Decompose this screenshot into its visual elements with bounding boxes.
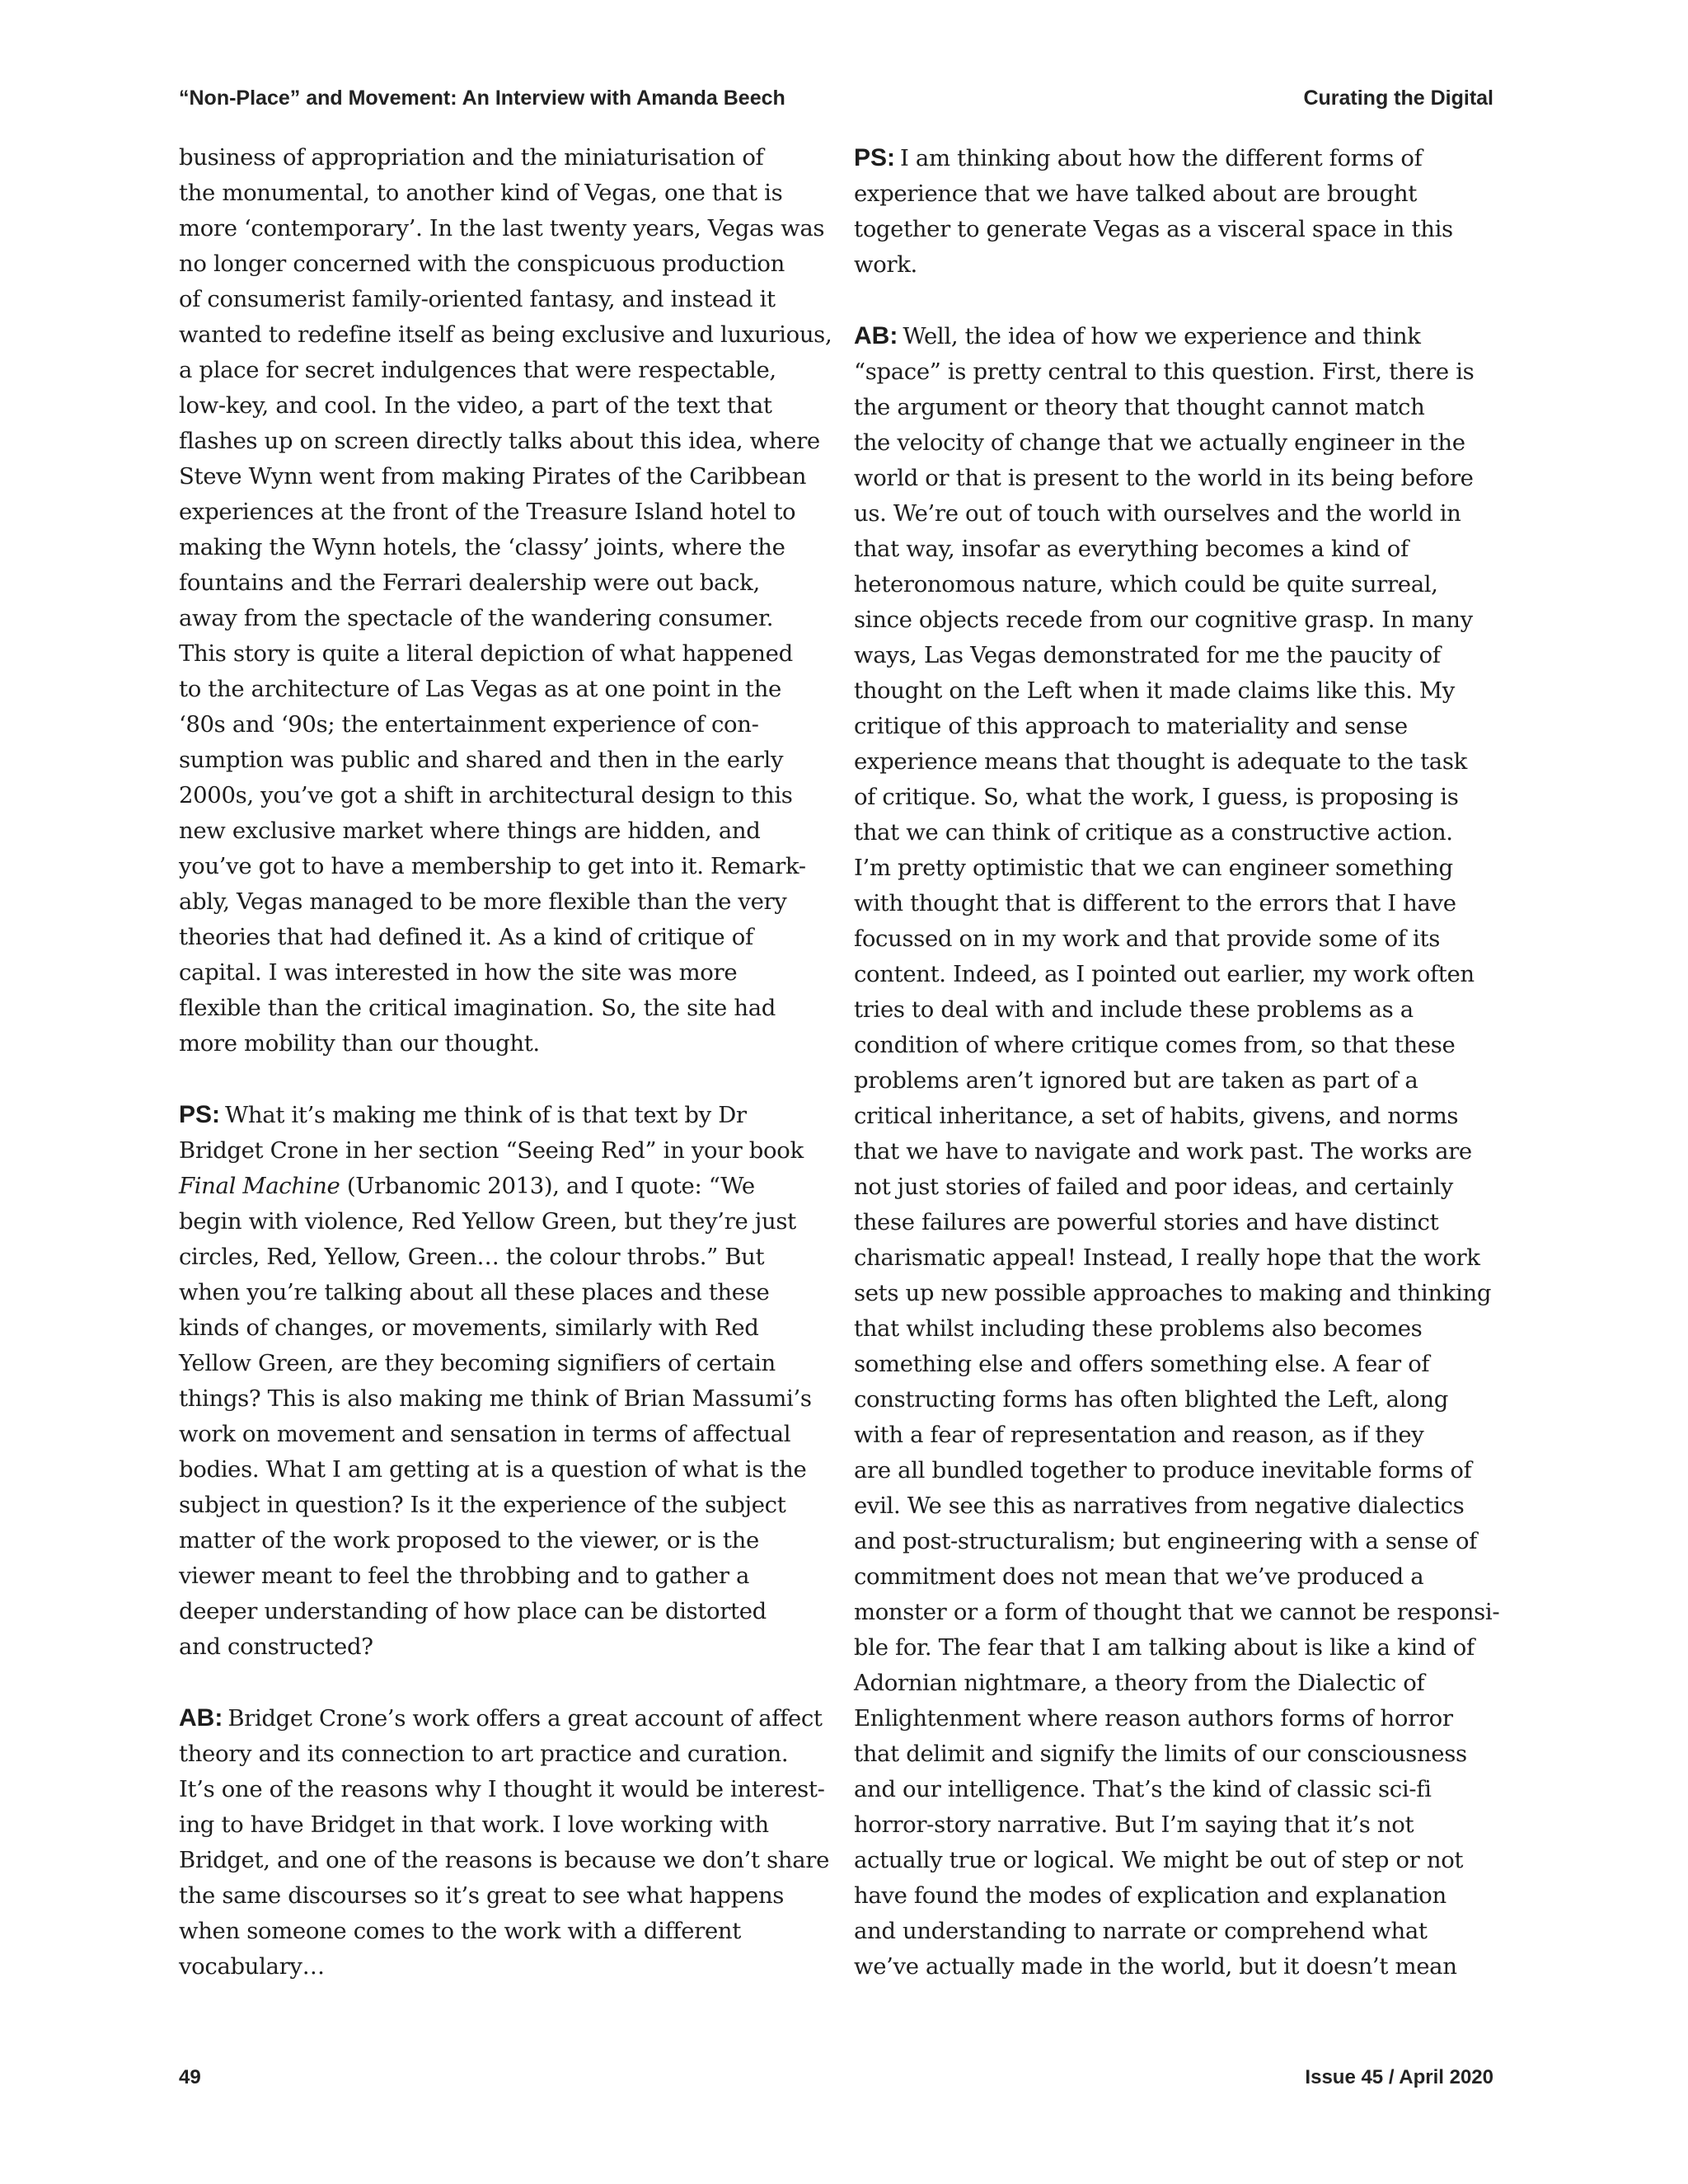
- text-line: [179, 1097, 830, 1133]
- text-line: we’ve actually made in the world, but it doesn’t mean: [854, 1953, 1457, 1980]
- text-line: Yellow Green, are they becoming signifiers of certain: [179, 1350, 776, 1376]
- text-line: of consumerist family-oriented fantasy, and instead it: [179, 286, 776, 312]
- text-line: you’ve got to have a membership to get into it. Remark-: [179, 853, 806, 879]
- text-line: and post-structuralism; but engineering with a sense of: [854, 1528, 1478, 1554]
- text-line: that we can think of critique as a constructive action.: [854, 819, 1453, 846]
- text-line: flashes up on screen directly talks about this idea, where: [179, 428, 820, 454]
- text-line: It’s one of the reasons why I thought it would be interest-: [179, 1776, 825, 1802]
- text-line-content: Well, the idea of how we experience and think: [903, 323, 1421, 349]
- paragraph-appropriation: [179, 140, 830, 1062]
- text-line: kinds of changes, or movements, similarly with Red: [179, 1315, 759, 1341]
- right-text-column: [854, 140, 1505, 1985]
- speaker-label-ps: PS:: [854, 144, 896, 171]
- text-line: experiences at the front of the Treasure Island hotel to: [179, 499, 796, 525]
- text-line: ble for. The fear that I am talking about is like a kind of: [854, 1634, 1475, 1661]
- text-line: sets up new possible approaches to making and thinking: [854, 1280, 1492, 1306]
- page-number: 49: [179, 2066, 201, 2088]
- text-line: and our intelligence. That’s the kind of classic sci-fi: [854, 1776, 1432, 1802]
- text-line: I’m pretty optimistic that we can engineer something: [854, 855, 1453, 881]
- text-line: tries to deal with and include these problems as a: [854, 996, 1414, 1023]
- text-line: more ‘contemporary’. In the last twenty years, Vegas was: [179, 215, 825, 241]
- text-line: when someone comes to the work with a different: [179, 1918, 741, 1944]
- running-header-article-title: “Non-Place” and Movement: An Interview with Amanda Beech: [179, 87, 785, 110]
- text-line: together to generate Vegas as a visceral space in this: [854, 216, 1453, 242]
- text-line: have found the modes of explication and explanation: [854, 1882, 1447, 1909]
- text-line: these failures are powerful stories and have distinct: [854, 1209, 1439, 1235]
- text-line: that delimit and signify the limits of our consciousness: [854, 1741, 1467, 1767]
- text-line: work on movement and sensation in terms of affectual: [179, 1421, 791, 1447]
- interview-question-ps: [179, 1097, 830, 1665]
- text-line: matter of the work proposed to the viewer, or is the: [179, 1527, 759, 1554]
- text-line: 2000s, you’ve got a shift in architectural design to this: [179, 782, 793, 808]
- text-line: something else and offers something else. A fear of: [854, 1351, 1430, 1377]
- speaker-label-ps: PS:: [179, 1101, 221, 1128]
- text-line-content: (Urbanomic 2013), and I quote: “We: [340, 1173, 755, 1199]
- text-line: ways, Las Vegas demonstrated for me the paucity of: [854, 642, 1441, 668]
- text-line: [854, 140, 1505, 176]
- text-line: the velocity of change that we actually engineer in the: [854, 429, 1465, 456]
- text-line: Bridget, and one of the reasons is because we don’t share: [179, 1847, 830, 1873]
- text-line: [854, 318, 1505, 354]
- text-line: theory and its connection to art practice and curation.: [179, 1741, 789, 1767]
- text-line: vocabulary…: [179, 1953, 325, 1980]
- text-line: experience that we have talked about are brought: [854, 180, 1417, 207]
- text-line: ably, Vegas managed to be more flexible than the very: [179, 888, 787, 915]
- text-line: making the Wynn hotels, the ‘classy’ joints, where the: [179, 534, 785, 560]
- text-line: content. Indeed, as I pointed out earlier, my work often: [854, 961, 1475, 987]
- text-line: thought on the Left when it made claims like this. My: [854, 677, 1455, 704]
- text-line: charismatic appeal! Instead, I really hope that the work: [854, 1244, 1480, 1271]
- speaker-label-ab: AB:: [179, 1704, 223, 1732]
- text-line: focussed on in my work and that provide some of its: [854, 926, 1440, 952]
- text-line: flexible than the critical imagination. So, the site had: [179, 995, 776, 1021]
- text-line: things? This is also making me think of Brian Massumi’s: [179, 1385, 812, 1412]
- text-line: ‘80s and ‘90s; the entertainment experience of con-: [179, 711, 759, 738]
- text-line: sumption was public and shared and then in the early: [179, 747, 784, 773]
- text-line: commitment does not mean that we’ve produced a: [854, 1563, 1424, 1590]
- text-line: monster or a form of thought that we cannot be responsi-: [854, 1599, 1500, 1625]
- text-line: [179, 1169, 830, 1204]
- paragraph-lines: [854, 176, 1505, 283]
- text-line: critique of this approach to materiality and sense: [854, 713, 1408, 739]
- interview-answer-ab: [854, 318, 1505, 1985]
- text-line: away from the spectacle of the wandering consumer.: [179, 605, 774, 631]
- text-line: with thought that is different to the errors that I have: [854, 890, 1456, 916]
- text-line: us. We’re out of touch with ourselves and the world in: [854, 500, 1461, 527]
- text-line: since objects recede from our cognitive grasp. In many: [854, 607, 1473, 633]
- text-line: [179, 1700, 830, 1736]
- text-line: begin with violence, Red Yellow Green, but they’re just: [179, 1208, 796, 1235]
- text-line: a place for secret indulgences that were respectable,: [179, 357, 776, 383]
- text-line: new exclusive market where things are hidden, and: [179, 818, 761, 844]
- text-line: the same discourses so it’s great to see what happens: [179, 1882, 785, 1909]
- text-line: and understanding to narrate or comprehend what: [854, 1918, 1428, 1944]
- text-line: the argument or theory that thought cannot match: [854, 394, 1425, 420]
- speaker-label-ab: AB:: [854, 322, 898, 349]
- text-line: Adornian nightmare, a theory from the Dialectic of: [854, 1670, 1425, 1696]
- running-header-section-title: Curating the Digital: [1303, 87, 1493, 110]
- left-text-column: [179, 140, 830, 1985]
- text-line-content: What it’s making me think of is that text by Dr: [225, 1102, 747, 1128]
- text-line: the monumental, to another kind of Vegas, one that is: [179, 180, 783, 206]
- paragraph-lines: [854, 354, 1505, 1985]
- text-line: heteronomous nature, which could be quite surreal,: [854, 571, 1438, 598]
- text-line: bodies. What I am getting at is a question of what is the: [179, 1456, 807, 1483]
- text-line: deeper understanding of how place can be distorted: [179, 1598, 767, 1624]
- text-line: theories that had defined it. As a kind of critique of: [179, 924, 753, 950]
- text-line: Enlightenment where reason authors forms of horror: [854, 1705, 1453, 1732]
- text-line: “space” is pretty central to this question. First, there is: [854, 359, 1475, 385]
- text-line: constructing forms has often blighted the Left, along: [854, 1386, 1448, 1413]
- text-line: that we have to navigate and work past. The works are: [854, 1138, 1472, 1165]
- paragraph-lines: [179, 1736, 830, 1985]
- text-line: business of appropriation and the miniaturisation of: [179, 144, 764, 171]
- text-line: This story is quite a literal depiction of what happened: [179, 640, 793, 667]
- text-line: wanted to redefine itself as being exclusive and luxurious,: [179, 321, 832, 348]
- text-line: work.: [854, 251, 917, 278]
- text-line: and constructed?: [179, 1633, 373, 1660]
- text-line: critical inheritance, a set of habits, givens, and norms: [854, 1103, 1459, 1129]
- interview-answer-ab: [179, 1700, 830, 1985]
- text-line: to the architecture of Las Vegas as at one point in the: [179, 676, 781, 702]
- text-line: subject in question? Is it the experience of the subject: [179, 1492, 786, 1518]
- text-line: ing to have Bridget in that work. I love working with: [179, 1811, 769, 1838]
- paragraph-lines: [179, 1204, 830, 1665]
- text-line: low-key, and cool. In the video, a part of the text that: [179, 392, 772, 419]
- text-line: not just stories of failed and poor ideas, and certainly: [854, 1174, 1453, 1200]
- text-line: viewer meant to feel the throbbing and to gather a: [179, 1563, 750, 1589]
- text-line: actually true or logical. We might be out of step or not: [854, 1847, 1464, 1873]
- text-line: world or that is present to the world in its being before: [854, 465, 1474, 491]
- text-line: condition of where critique comes from, so that these: [854, 1032, 1456, 1058]
- text-line: Bridget Crone in her section “Seeing Red” in your book: [179, 1137, 804, 1164]
- text-line: experience means that thought is adequate to the task: [854, 748, 1467, 775]
- text-line-content: Bridget Crone’s work offers a great account of affect: [227, 1705, 823, 1732]
- text-line: that way, insofar as everything becomes a kind of: [854, 536, 1409, 562]
- text-line: more mobility than our thought.: [179, 1030, 540, 1057]
- text-line: circles, Red, Yellow, Green… the colour throbs.” But: [179, 1244, 765, 1270]
- text-line: horror-story narrative. But I’m saying that it’s not: [854, 1811, 1414, 1838]
- text-line: when you’re talking about all these places and these: [179, 1279, 770, 1305]
- text-line: are all bundled together to produce inevitable forms of: [854, 1457, 1472, 1483]
- text-line: with a fear of representation and reason, as if they: [854, 1422, 1424, 1448]
- text-line: no longer concerned with the conspicuous production: [179, 251, 785, 277]
- text-line: that whilst including these problems also becomes: [854, 1315, 1423, 1342]
- text-line: capital. I was interested in how the site was more: [179, 959, 738, 986]
- text-line: of critique. So, what the work, I guess, is proposing is: [854, 784, 1459, 810]
- text-line-content: I am thinking about how the different forms of: [900, 145, 1423, 171]
- issue-label: Issue 45 / April 2020: [1305, 2066, 1493, 2088]
- text-line: problems aren’t ignored but are taken as part of a: [854, 1067, 1418, 1094]
- text-line: evil. We see this as narratives from negative dialectics: [854, 1493, 1465, 1519]
- interview-question-ps: [854, 140, 1505, 283]
- text-line: Steve Wynn went from making Pirates of the Caribbean: [179, 463, 807, 490]
- text-line: fountains and the Ferrari dealership were out back,: [179, 569, 760, 596]
- book-title: Final Machine: [179, 1173, 340, 1199]
